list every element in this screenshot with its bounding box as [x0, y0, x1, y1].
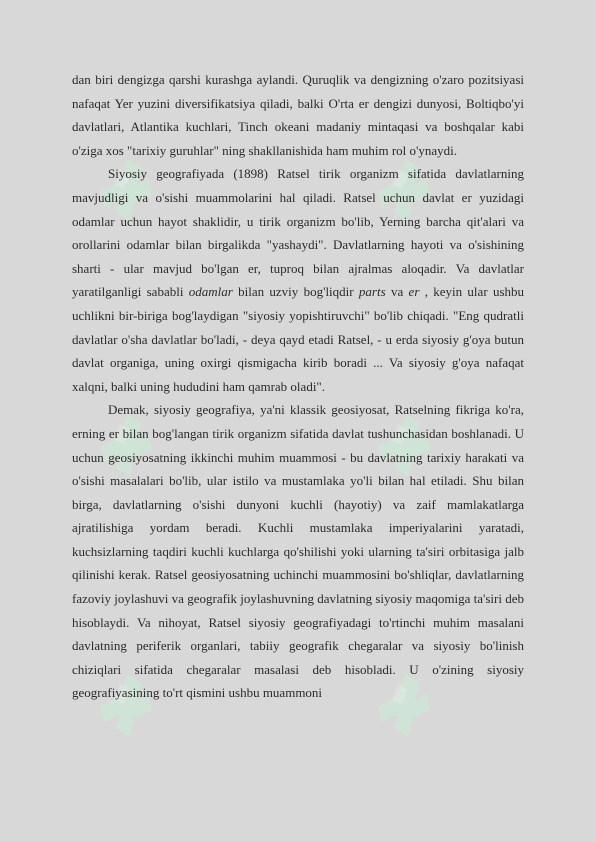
italic-text: er	[408, 284, 420, 300]
paragraph-text: , keyin ular ushbu uchlikni bir-biriga bog'laydigan "siyosiy yopishtiruvchi" bo'lib chiqadi. "Eng qudratli davlatlar o'sha davlatlar bo'ladi, - deya qayd etadi Ratsel, - u erda siyosiy g'oya butun davlat organiga, uning oxirgi qismigacha kirib boradi ... Va siyosiy g'oya nafaqat xalqni, balki uning hududini ham qamrab oladi".	[72, 284, 525, 394]
paragraph	[72, 398, 524, 705]
paragraph-text: Demak, siyosiy geografiya, ya'ni klassik geosiyosat, Ratselning fikriga ko'ra, erning er bilan bog'langan tirik organizm sifatida davlat tushunchasidan boshlanadi. U uchun geosiyosatning ikkinchi muhim muammosi - bu davlatning tarixiy harakati va o'sishi masalalari bo'lib, ular istilo va mustamlaka yo'li bilan hal etiladi. Shu bilan birga, davlatlarning o'sishi dunyoni kuchli (hayotiy) va zaif mamlakatlarga ajratilishiga yordam beradi. Kuchli mustamlaka imperiyalarini yaratadi, kuchsizlarning taqdiri kuchli kuchlarga qo'shilishi yoki ularning ta'siri orbitasiga jalb qilinishi kerak. Ratsel geosiyosatning uchinchi muammosini bo'shliqlar, davlatlarning fazoviy joylashuvi va geografik joylashuvning davlatning siyosiy maqomiga ta'siri deb hisoblaydi. Va nihoyat, Ratsel siyosiy geografiyadagi to'rtinchi muhim masalani davlatning periferik organlari, tabiiy geografik chegaralar va siyosiy bo'linish chiziqlari sifatida chegaralar masalasi deb hisobladi. U o'zining siyosiy geografiyasining to'rt qismini ushbu muammoni	[72, 402, 524, 701]
paragraph	[72, 162, 524, 398]
paragraph	[72, 68, 524, 162]
paragraph-text: Siyosiy geografiyada (1898) Ratsel tirik organizm sifatida davlatlarning mavjudligi va o'sishi muammolarini hal qiladi. Ratsel uchun davlat er yuzidagi odamlar uchun hayot shaklidir, u tirik organizm bo'lib, Yerning barcha qit'alari va orollarini odamlar bilan birgalikda "yashaydi". Davlatlarning hayoti va o'sishining sharti - ular mavjud bo'lgan er, tuproq bilan ajralmas aloqadir. Va davlatlar yaratilganligi sababli	[72, 166, 524, 300]
italic-text: odamlar	[188, 284, 233, 300]
paragraph-text: bilan uzviy bog'liqdir	[232, 284, 359, 300]
italic-text: parts	[358, 284, 386, 300]
paragraph-text: va	[385, 284, 409, 300]
paragraph-text: dan biri dengizga qarshi kurashga aylandi. Quruqlik va dengizning o'zaro pozitsiyasi nafaqat Yer yuzini diversifikatsiya qiladi, balki O'rta er dengizi dunyosi, Boltiqbo'yi davlatlari, Atlantika kuchlari, Tinch okeani madaniy mintaqasi va boshqalar kabi o'ziga xos "tarixiy guruhlar" ning shakllanishida ham muhim rol o'ynaydi.	[72, 72, 524, 158]
document-body	[72, 68, 524, 705]
